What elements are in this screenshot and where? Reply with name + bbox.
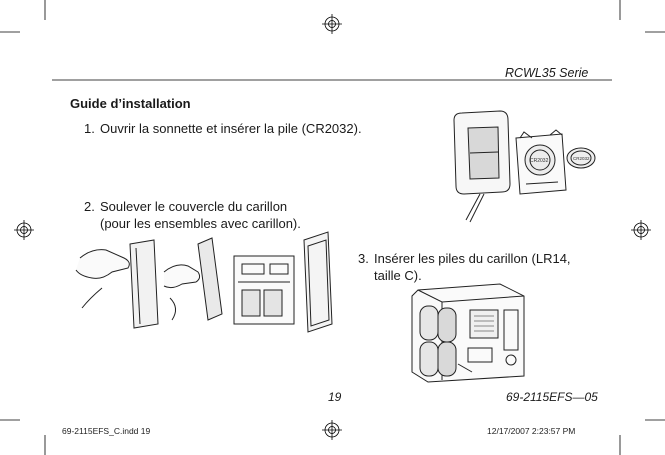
battery-label-coin: CR2032	[573, 156, 590, 161]
section-heading: Guide d’installation	[70, 96, 191, 111]
doorbell-battery-illustration	[440, 108, 605, 233]
document-number: 69-2115EFS—05	[506, 390, 598, 404]
step-3-line-2: taille C).	[374, 268, 422, 283]
registration-mark-right	[631, 220, 651, 240]
step-text: Insérer les piles du carillon (LR14,	[374, 251, 571, 266]
series-name: RCWL35 Serie	[505, 66, 589, 80]
registration-mark-top	[322, 14, 342, 34]
slug-file: 69-2115EFS_C.indd 19	[62, 426, 151, 436]
chime-batteries-illustration	[408, 280, 532, 384]
battery-label: CR2032	[530, 158, 549, 164]
step-number: 1.	[84, 121, 95, 136]
step-2-line-2: (pour les ensembles avec carillon).	[100, 216, 301, 231]
registration-mark-left	[14, 220, 34, 240]
step-number: 3.	[358, 251, 369, 266]
step-2	[84, 198, 287, 215]
step-number: 2.	[84, 199, 95, 214]
chime-cover-illustration	[72, 228, 337, 340]
step-text: Ouvrir la sonnette et insérer la pile (CR2032).	[100, 121, 362, 136]
slug-timestamp: 12/17/2007 2:23:57 PM	[487, 426, 576, 436]
step-text: Soulever le couvercle du carillon	[100, 199, 288, 214]
step-3	[358, 250, 571, 267]
step-1	[84, 120, 362, 137]
page-number: 19	[328, 390, 342, 404]
registration-mark-bottom	[322, 420, 342, 440]
